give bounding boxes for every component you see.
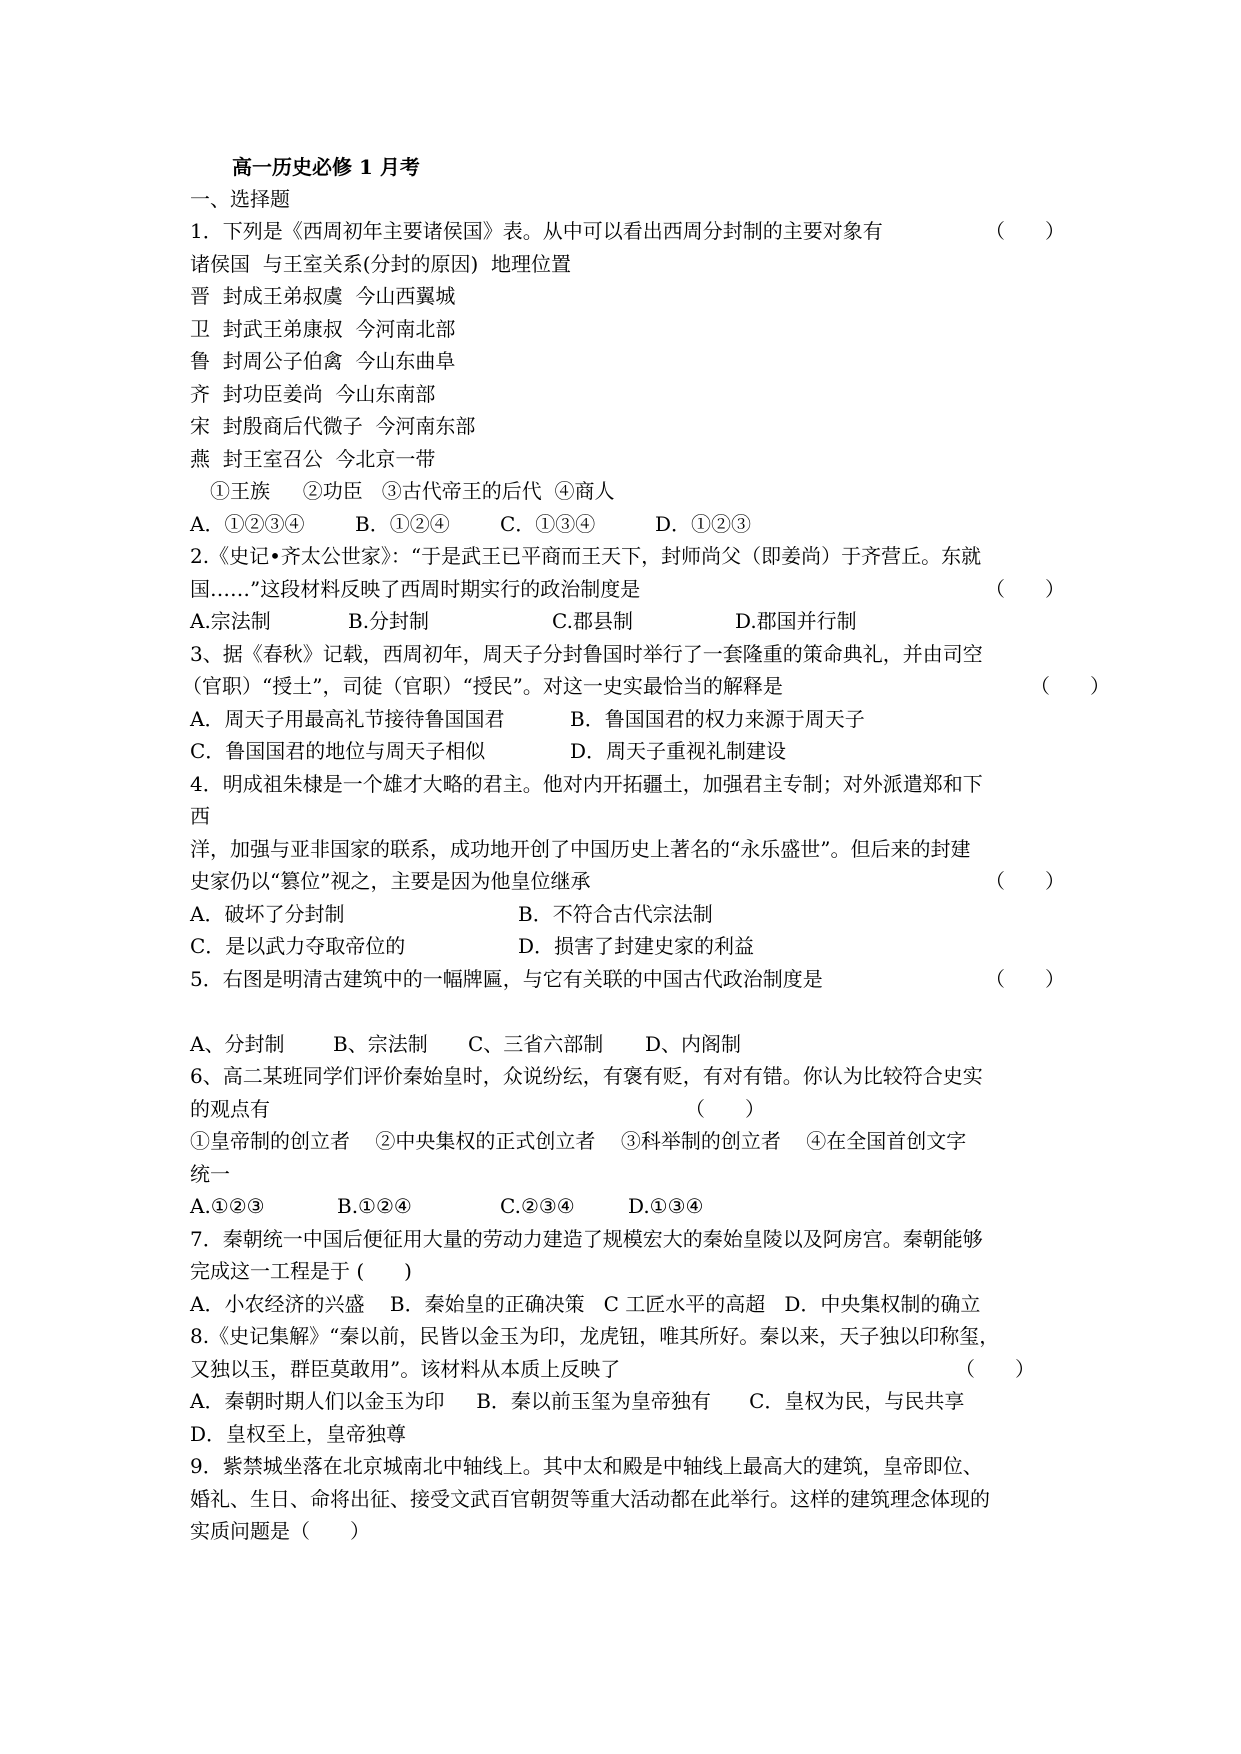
q1-table-row: 燕 封王室召公 今北京一带 — [190, 447, 436, 471]
q7-line-2: 完成这一工程是于 ( ) — [190, 1259, 412, 1283]
q6-items-2: 统一 — [190, 1162, 230, 1186]
q8-line-1: 8.《史记集解》“秦以前，民皆以金玉为印，龙虎钮，唯其所好。秦以来，天子独以印称玺， — [190, 1324, 1000, 1348]
q3-line-1: 3、据《春秋》记载，西周初年，周天子分封鲁国时举行了一套隆重的策命典礼，并由司空 — [190, 642, 983, 666]
q6-answer-paren: （ ） — [685, 1097, 765, 1121]
q8-options-1: A．秦朝时期人们以金玉为印 B．秦以前玉玺为皇帝独有 C．皇权为民，与民共享 — [190, 1389, 965, 1413]
q5-option-d: D、内阁制 — [645, 1032, 742, 1056]
q2-option-d: D.郡国并行制 — [735, 609, 857, 633]
q3-line-2: （官职）“授土”，司徒（官职）“授民”。对这一史实最恰当的解释是 — [182, 674, 783, 698]
q2-option-b: B.分封制 — [348, 609, 430, 633]
q1-table-row: 鲁 封周公子伯禽 今山东曲阜 — [190, 349, 456, 373]
q9-line-3: 实质问题是（ ） — [190, 1519, 370, 1543]
q6-line-1: 6、高二某班同学们评价秦始皇时，众说纷纭，有褒有贬，有对有错。你认为比较符合史实 — [190, 1064, 983, 1088]
q1-option-b: B．①②④ — [355, 512, 450, 536]
q5-line-1: 5．右图是明清古建筑中的一幅牌匾，与它有关联的中国古代政治制度是 — [190, 967, 823, 991]
q2-answer-paren: （ ） — [985, 577, 1065, 601]
q9-line-1: 9．紫禁城坐落在北京城南北中轴线上。其中太和殿是中轴线上最高大的建筑，皇帝即位、 — [190, 1454, 983, 1478]
q4-line-2: 西 — [190, 804, 210, 828]
q6-line-2: 的观点有 — [190, 1097, 270, 1121]
q6-option-b: B.①②④ — [337, 1194, 412, 1218]
q2-line-1: 2.《史记•齐太公世家》：“于是武王已平商而王天下，封师尚父（即姜尚）于齐营丘。东就 — [190, 544, 982, 568]
q6-option-c: C.②③④ — [500, 1194, 575, 1218]
q4-line-1: 4．明成祖朱棣是一个雄才大略的君主。他对内开拓疆土，加强君主专制；对外派遣郑和下 — [190, 772, 983, 796]
q4-line-3: 洋，加强与亚非国家的联系，成功地开创了中国历史上著名的“永乐盛世”。但后来的封建 — [190, 837, 971, 861]
q1-table-row: 宋 封殷商后代微子 今河南东部 — [190, 414, 476, 438]
q4-option-a: A．破坏了分封制 — [190, 902, 345, 926]
q3-option-b: B．鲁国国君的权力来源于周天子 — [570, 707, 865, 731]
q3-option-a: A．周天子用最高礼节接待鲁国国君 — [190, 707, 505, 731]
q8-answer-paren: （ ） — [955, 1357, 1035, 1381]
q3-option-d: D．周天子重视礼制建设 — [570, 739, 787, 763]
section-heading: 一、选择题 — [190, 187, 290, 211]
q1-table-row: 卫 封武王弟康叔 今河南北部 — [190, 317, 456, 341]
q6-option-d: D.①③④ — [628, 1194, 704, 1218]
q4-option-b: B．不符合古代宗法制 — [518, 902, 713, 926]
q4-line-4: 史家仍以“篡位”视之，主要是因为他皇位继承 — [190, 869, 591, 893]
q7-options: A．小农经济的兴盛 B．秦始皇的正确决策 C 工匠水平的高超 D．中央集权制的确立 — [190, 1292, 981, 1316]
q5-option-c: C、三省六部制 — [468, 1032, 604, 1056]
q5-option-b: B、宗法制 — [333, 1032, 428, 1056]
q5-answer-paren: （ ） — [985, 967, 1065, 991]
q3-answer-paren: （ ） — [1030, 674, 1110, 698]
q9-line-2: 婚礼、生日、命将出征、接受文武百官朝贺等重大活动都在此举行。这样的建筑理念体现的 — [190, 1487, 990, 1511]
q4-option-c: C．是以武力夺取帝位的 — [190, 934, 406, 958]
q7-line-1: 7．秦朝统一中国后便征用大量的劳动力建造了规模宏大的秦始皇陵以及阿房宫。秦朝能够 — [190, 1227, 983, 1251]
q6-items-1: ①皇帝制的创立者 ②中央集权的正式创立者 ③科举制的创立者 ④在全国首创文字 — [190, 1129, 967, 1153]
q1-table-header: 诸侯国 与王室关系(分封的原因) 地理位置 — [190, 252, 572, 276]
q1-option-d: D．①②③ — [655, 512, 752, 536]
q1-stem: 1．下列是《西周初年主要诸侯国》表。从中可以看出西周分封制的主要对象有 — [190, 219, 883, 243]
q8-line-2: 又独以玉，群臣莫敢用”。该材料从本质上反映了 — [190, 1357, 621, 1381]
q1-option-c: C．①③④ — [500, 512, 596, 536]
q4-answer-paren: （ ） — [985, 869, 1065, 893]
q1-option-a: A．①②③④ — [190, 512, 305, 536]
q1-answer-paren: （ ） — [985, 219, 1065, 243]
q1-table-row: 晋 封成王弟叔虞 今山西翼城 — [190, 284, 456, 308]
q2-option-c: C.郡县制 — [552, 609, 633, 633]
q6-option-a: A.①②③ — [190, 1194, 265, 1218]
exam-title: 高一历史必修 1 月考 — [232, 155, 420, 179]
q8-options-2: D．皇权至上，皇帝独尊 — [190, 1422, 407, 1446]
q5-option-a: A、分封制 — [190, 1032, 285, 1056]
q1-items: ①王族 ②功臣 ③古代帝王的后代 ④商人 — [210, 479, 615, 503]
q3-option-c: C．鲁国国君的地位与周天子相似 — [190, 739, 486, 763]
q2-line-2: 国……”这段材料反映了西周时期实行的政治制度是 — [190, 577, 641, 601]
q1-table-row: 齐 封功臣姜尚 今山东南部 — [190, 382, 436, 406]
q4-option-d: D．损害了封建史家的利益 — [518, 934, 755, 958]
q2-option-a: A.宗法制 — [190, 609, 271, 633]
